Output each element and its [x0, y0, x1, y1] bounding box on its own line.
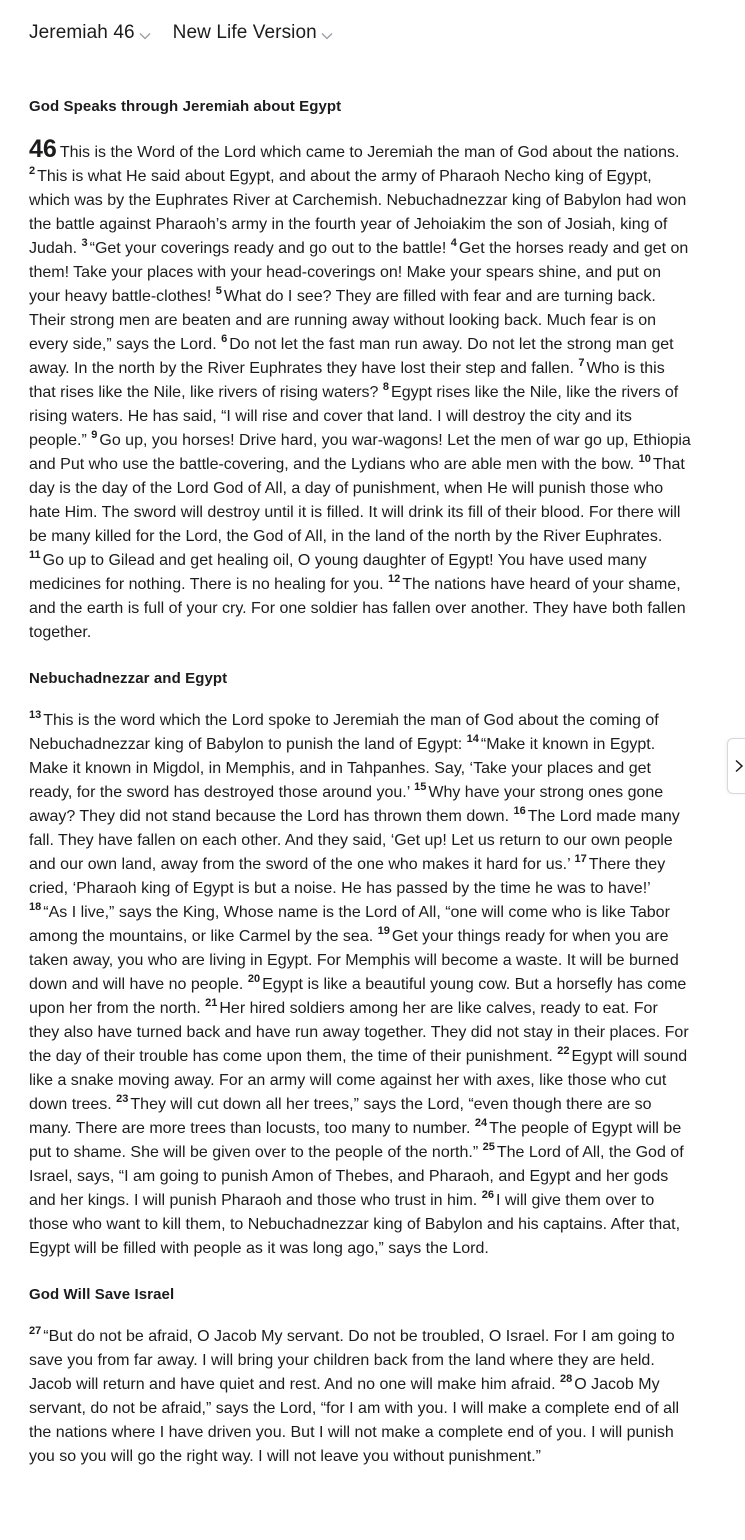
section-paragraph: [29, 709, 691, 1261]
verse-text[interactable]: Egypt is like a beautiful young cow. But a horsefly has come upon her from the north.: [29, 976, 687, 1017]
section-heading: God Speaks through Jeremiah about Egypt: [29, 98, 342, 115]
verse-number: 26: [481, 1189, 494, 1201]
verse-text[interactable]: Get the horses ready and get on them! Take your places with your head-coverings on! Make your spears shine, and put on your heavy battle-clothes!: [29, 240, 689, 305]
verse-number: 5: [215, 285, 222, 297]
verse-number: 25: [482, 1141, 495, 1153]
verse-text[interactable]: Get your things ready for when you are taken away, you who are living in Egypt. For Memphis will become a waste. It will be burned down and will have no people.: [29, 928, 679, 993]
verse-text[interactable]: O Jacob My servant, do not be afraid,” says the Lord, “for I am with you. I will make a complete end of all the nations where I have driven you. But I will not make a complete end of you. I will punish you so you will go the right way. I will not leave you without punishment.”: [29, 1376, 680, 1465]
verse-text[interactable]: This is the word which the Lord spoke to Jeremiah the man of God about the coming of Nebuchadnezzar king of Babylon to punish the land of Egypt:: [29, 712, 659, 753]
verse-number: 21: [205, 997, 218, 1009]
verse-number: 3: [81, 237, 88, 249]
verse-text[interactable]: Egypt will sound like a snake moving away. For an army will come against her with axes, like those who cut down trees.: [29, 1048, 688, 1113]
verse-number: 22: [557, 1045, 570, 1057]
chapter-content: [29, 96, 691, 1469]
verse-text[interactable]: Go up to Gilead and get healing oil, O young daughter of Egypt! You have used many medicines for nothing. There is no healing for you.: [29, 552, 647, 593]
chevron-right-icon: [734, 759, 744, 773]
verse-number: 19: [377, 925, 390, 937]
verse-text[interactable]: The Lord made many fall. They have fallen on each other. And they said, ‘Get up! Let us return to our own people and our own land, away from the sword of the one who makes it hard for us.’: [29, 808, 680, 873]
verse-number: 2: [29, 165, 36, 177]
top-bar: [29, 19, 355, 47]
verse-text[interactable]: The nations have heard of your shame, and the earth is full of your cry. For one soldier has fallen over another. They have both fallen together.: [29, 576, 686, 641]
verse-number: 8: [382, 381, 390, 393]
next-chapter-button[interactable]: [727, 738, 745, 794]
chapter-number: 46: [29, 135, 57, 163]
verse-text[interactable]: Who is this that rises like the Nile, like rivers of rising waters?: [29, 360, 665, 401]
version-label: New Life Version: [172, 22, 317, 43]
verse-number: 13: [29, 709, 42, 721]
verse-text[interactable]: “Make it known in Egypt. Make it known in Migdol, in Memphis, and in Tahpanhes. Say, ‘Take your places and get ready, for the sword has destroyed those around you.’: [29, 736, 656, 801]
verse-number: 23: [116, 1093, 129, 1105]
verse-number: 24: [474, 1117, 488, 1129]
verse-text[interactable]: Why have your strong ones gone away? They did not stand because the Lord has thrown them down.: [29, 784, 664, 825]
section-paragraph: [29, 1325, 691, 1469]
chevron-down-icon: [321, 32, 333, 40]
verse-number: 10: [638, 453, 651, 465]
verse-text[interactable]: “But do not be afraid, O Jacob My servant. Do not be troubled, O Israel. For I am going to save you from far away. I will bring your children back from the land where they are held. Jacob will return and have quiet and rest. And no one will make him afraid.: [29, 1328, 675, 1393]
verse-text[interactable]: “As I live,” says the King, Whose name is the Lord of All, “one will come who is like Tabor among the mountains, or like Carmel by the sea.: [29, 904, 670, 945]
verse-number: 14: [466, 733, 479, 745]
verse-text[interactable]: Egypt rises like the Nile, like the rivers of rising waters. He has said, “I will rise and cover that land. I will destroy the city and its people.”: [29, 384, 679, 449]
verse-text[interactable]: This is what He said about Egypt, and about the army of Pharaoh Necho king of Egypt, which was by the Euphrates River at Carchemish. Nebuchadnezzar king of Babylon had won the battle against Pharaoh’s army in the fourth year of Jehoiakim the son of Josiah, king of Judah.: [29, 168, 687, 257]
verse-number: 12: [388, 573, 401, 585]
verse-text[interactable]: The people of Egypt will be put to shame. She will be given over to the people of the north.”: [29, 1120, 682, 1161]
verse-number: 18: [29, 901, 42, 913]
verse-number: 9: [91, 429, 98, 441]
verse-number: 4: [450, 237, 457, 249]
verse-text[interactable]: Do not let the fast man run away. Do not let the strong man get away. In the north by the River Euphrates they have lost their step and fallen.: [29, 336, 674, 377]
verse-number: 6: [221, 333, 228, 345]
verse-text[interactable]: Her hired soldiers among her are like calves, ready to eat. For they also have turned back and have run away together. They did not stay in their places. For the day of their trouble has come upon them, the time of their punishment.: [29, 1000, 689, 1065]
verse-text[interactable]: They will cut down all her trees,” says the Lord, “even though there are so many. There are more trees than locusts, too many to number.: [29, 1096, 652, 1137]
verse-text[interactable]: That day is the day of the Lord God of All, a day of punishment, when He will punish those who hate Him. The sword will destroy until it is filled. It will drink its fill of their blood. For there will be many killed for the Lord, the God of All, in the land of the north by the River Euphrates.: [29, 456, 685, 545]
verse-text[interactable]: This is the Word of the Lord which came to Jeremiah the man of God about the nations.: [59, 144, 680, 161]
verse-number: 7: [578, 357, 585, 369]
verse-text[interactable]: There they cried, ‘Pharaoh king of Egypt is but a noise. He has passed by the time he was to have!’: [29, 856, 666, 897]
verse-text[interactable]: The Lord of All, the God of Israel, says, “I am going to punish Amon of Thebes, and Pharaoh, and Egypt and her gods and her kings. I will punish Pharaoh and those who trust in him.: [29, 1144, 684, 1209]
verse-number: 27: [29, 1325, 42, 1337]
section-heading: God Will Save Israel: [29, 1286, 175, 1303]
section-heading: Nebuchadnezzar and Egypt: [29, 670, 228, 687]
verse-text[interactable]: Go up, you horses! Drive hard, you war-wagons! Let the men of war go up, Ethiopia and Put who use the battle-covering, and the Lydians who are able men with the bow.: [29, 432, 691, 473]
verse-number: 16: [513, 805, 526, 817]
verse-text[interactable]: What do I see? They are filled with fear and are turning back. Their strong men are beaten and are running away without looking back. Much fear is on every side,” says the Lord.: [29, 288, 657, 353]
verse-text[interactable]: I will give them over to those who want to kill them, to Nebuchadnezzar king of Babylon and his captains. After that, Egypt will be filled with people as it was long ago,” says the Lord.: [29, 1192, 681, 1257]
verse-number: 11: [29, 549, 41, 561]
section-paragraph: [29, 137, 691, 645]
verse-number: 15: [414, 781, 427, 793]
verse-number: 28: [559, 1373, 573, 1385]
book-chapter-label: Jeremiah 46: [29, 22, 135, 43]
verse-number: 20: [247, 973, 261, 985]
chevron-down-icon: [139, 32, 151, 40]
book-chapter-selector[interactable]: [29, 22, 151, 44]
verse-text[interactable]: “Get your coverings ready and go out to the battle!: [89, 240, 451, 257]
verse-number: 17: [574, 853, 587, 865]
version-selector[interactable]: [173, 22, 333, 44]
